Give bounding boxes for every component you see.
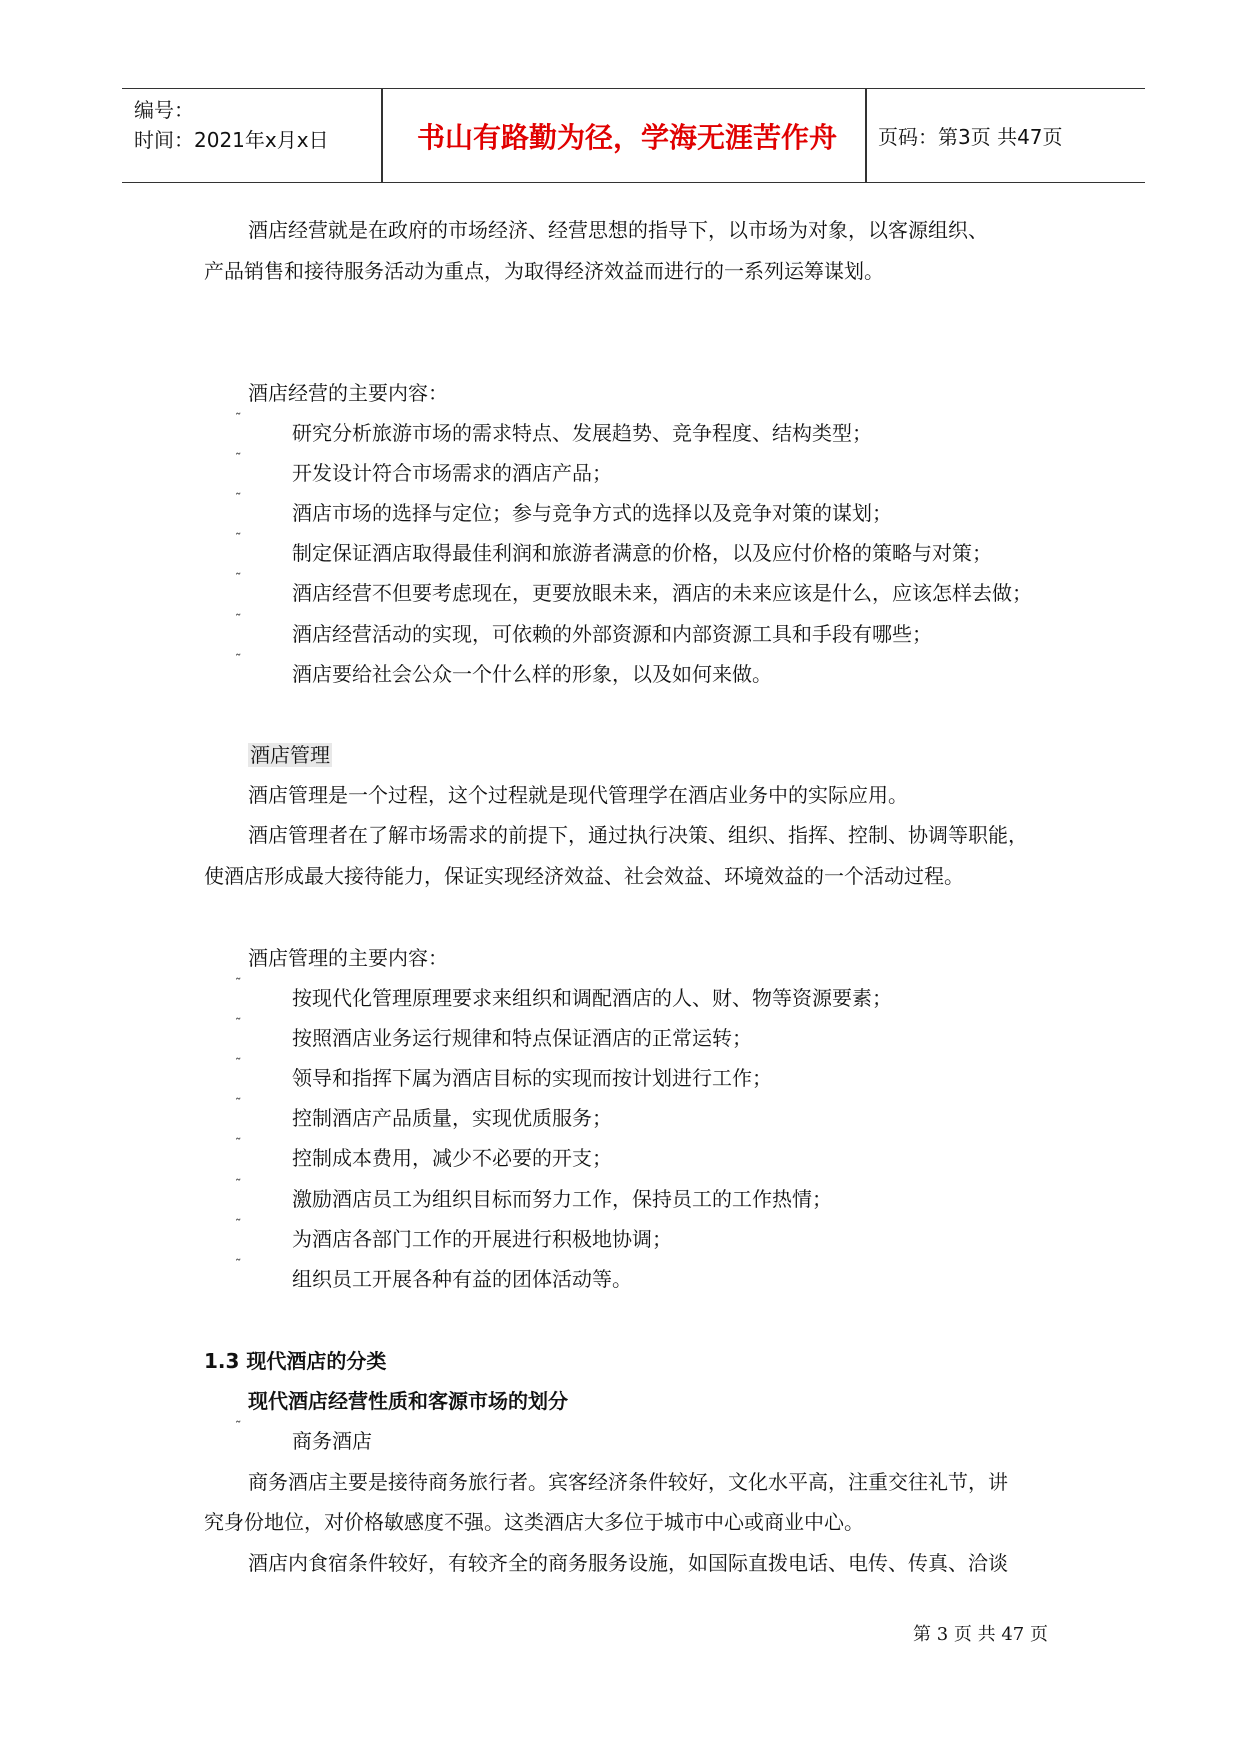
bullet-mark: ˜ xyxy=(235,1258,242,1273)
paragraph-line: 酒店经营就是在政府的市场经济、经营思想的指导下，以市场为对象，以客源组织、 xyxy=(248,218,988,242)
paragraph-line: 酒店管理者在了解市场需求的前提下，通过执行决策、组织、指挥、控制、协调等职能， xyxy=(248,823,1028,847)
section-heading xyxy=(248,740,332,770)
highlighted-heading: 酒店管理 xyxy=(250,743,330,767)
document-header xyxy=(122,88,1145,183)
list-item: 研究分析旅游市场的需求特点、发展趋势、竞争程度、结构类型； xyxy=(292,421,872,445)
list-item: 按照酒店业务运行规律和特点保证酒店的正常运转； xyxy=(292,1026,752,1050)
bullet-mark: ˜ xyxy=(235,1097,242,1112)
list-item: 制定保证酒店取得最佳利润和旅游者满意的价格，以及应付价格的策略与对策； xyxy=(292,541,992,565)
list-item: 酒店经营活动的实现，可依赖的外部资源和内部资源工具和手段有哪些； xyxy=(292,622,932,646)
bullet-mark: ˜ xyxy=(235,977,242,992)
header-page-info: 页码：第3页 共47页 xyxy=(878,125,1063,149)
bullet-mark: ˜ xyxy=(235,532,242,547)
bullet-mark: ˜ xyxy=(235,653,242,668)
bullet-mark: ˜ xyxy=(235,1218,242,1233)
paragraph-line: 究身份地位，对价格敏感度不强。这类酒店大多位于城市中心或商业中心。 xyxy=(204,1510,864,1534)
serial-label: 编号： xyxy=(134,98,194,122)
list-item: 按现代化管理原理要求来组织和调配酒店的人、财、物等资源要素； xyxy=(292,986,892,1010)
list-item: 商务酒店 xyxy=(292,1429,372,1453)
list-item: 控制成本费用，减少不必要的开支； xyxy=(292,1146,612,1170)
paragraph-line: 酒店内食宿条件较好，有较齐全的商务服务设施，如国际直拨电话、电传、传真、洽谈 xyxy=(248,1551,1008,1575)
bullet-mark: ˜ xyxy=(235,613,242,628)
bullet-mark: ˜ xyxy=(235,1137,242,1152)
bullet-mark: ˜ xyxy=(235,572,242,587)
page-footer: 第 3 页 共 47 页 xyxy=(913,1624,1048,1645)
header-divider xyxy=(381,89,383,182)
list-item: 激励酒店员工为组织目标而努力工作，保持员工的工作热情； xyxy=(292,1187,832,1211)
list-item: 开发设计符合市场需求的酒店产品； xyxy=(292,461,612,485)
paragraph-line: 使酒店形成最大接待能力，保证实现经济效益、社会效益、环境效益的一个活动过程。 xyxy=(204,864,964,888)
section-heading: 1.3 现代酒店的分类 xyxy=(204,1349,387,1373)
list-title: 酒店管理的主要内容： xyxy=(248,946,448,970)
list-item: 组织员工开展各种有益的团体活动等。 xyxy=(292,1267,632,1291)
paragraph-line: 商务酒店主要是接待商务旅行者。宾客经济条件较好，文化水平高，注重交往礼节，讲 xyxy=(248,1470,1008,1494)
list-item: 领导和指挥下属为酒店目标的实现而按计划进行工作； xyxy=(292,1066,772,1090)
bullet-mark: ˜ xyxy=(235,412,242,427)
header-meta xyxy=(134,95,329,155)
list-item: 酒店市场的选择与定位；参与竞争方式的选择以及竞争对策的谋划； xyxy=(292,501,892,525)
list-item: 为酒店各部门工作的开展进行积极地协调； xyxy=(292,1227,672,1251)
subsection-heading: 现代酒店经营性质和客源市场的划分 xyxy=(248,1389,568,1413)
bullet-mark: ˜ xyxy=(235,1420,242,1435)
time-label: 时间：2021年x月x日 xyxy=(134,128,329,152)
list-item: 酒店经营不但要考虑现在，更要放眼未来，酒店的未来应该是什么，应该怎样去做； xyxy=(292,581,1032,605)
bullet-mark: ˜ xyxy=(235,492,242,507)
bullet-mark: ˜ xyxy=(235,1178,242,1193)
header-motto: 书山有路勤为径，学海无涯苦作舟 xyxy=(416,120,837,154)
list-item: 控制酒店产品质量，实现优质服务； xyxy=(292,1106,612,1130)
header-divider xyxy=(865,89,867,182)
bullet-mark: ˜ xyxy=(235,452,242,467)
list-item: 酒店要给社会公众一个什么样的形象，以及如何来做。 xyxy=(292,662,772,686)
bullet-mark: ˜ xyxy=(235,1057,242,1072)
paragraph-line: 产品销售和接待服务活动为重点，为取得经济效益而进行的一系列运筹谋划。 xyxy=(204,259,884,283)
bullet-mark: ˜ xyxy=(235,1017,242,1032)
paragraph-line: 酒店管理是一个过程，这个过程就是现代管理学在酒店业务中的实际应用。 xyxy=(248,783,908,807)
list-title: 酒店经营的主要内容： xyxy=(248,381,448,405)
